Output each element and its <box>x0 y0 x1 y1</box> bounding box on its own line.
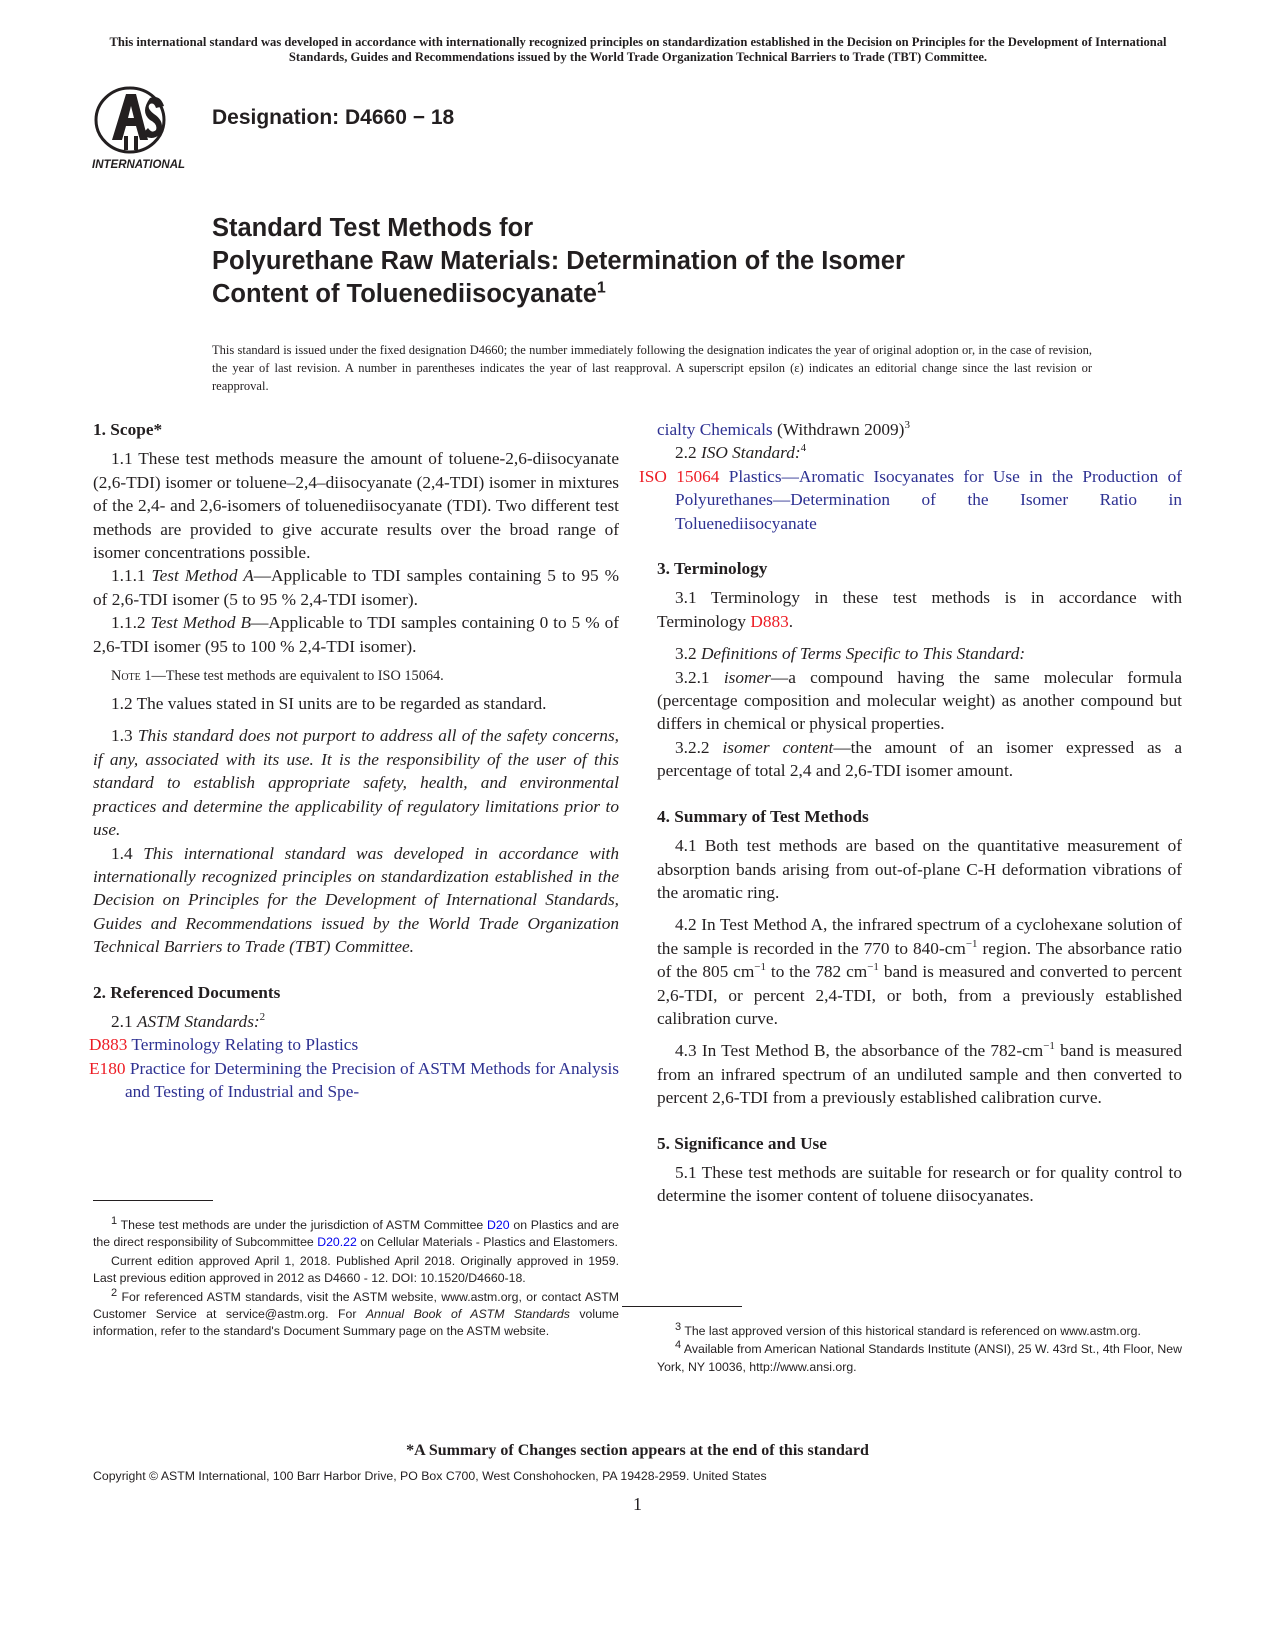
para-num: 2.2 <box>675 443 697 463</box>
definition: —the amount of an isomer expressed as a percentage of total 2,4 and 2,6-TDI isomer amount. <box>657 737 1182 781</box>
right-column <box>639 418 1182 1208</box>
ref-e180[interactable] <box>89 1057 619 1104</box>
footnote-4 <box>657 1341 1182 1376</box>
footnote-ref: 2 <box>259 1011 266 1024</box>
note-1 <box>111 666 619 686</box>
para-3-2-1 <box>657 666 1182 736</box>
footnote-text: For referenced ASTM standards, visit the ASTM website, www.astm.org, or contact ASTM Customer Service at service@astm.org. For <box>93 1289 619 1322</box>
superscript: −1 <box>1043 1040 1055 1053</box>
copyright: Copyright © ASTM International, 100 Barr Harbor Drive, PO Box C700, West Conshohocken, PA 19428-2959. United States <box>93 1469 767 1483</box>
ref-iso-15064[interactable] <box>639 465 1182 535</box>
section-4-heading: 4. Summary of Test Methods <box>657 806 869 826</box>
para-1-2: 1.2 The values stated in SI units are to be regarded as standard. <box>111 694 547 714</box>
superscript: −1 <box>867 961 879 974</box>
para-5-1: 5.1 These test methods are suitable for research or for quality control to determine the isomer content of toluene diisocyanates. <box>657 1162 1182 1206</box>
footnote-rule-right <box>622 1306 742 1307</box>
para-text: . <box>788 611 794 631</box>
footnote-number: 4 <box>675 1339 682 1352</box>
para-2-1 <box>93 1010 619 1033</box>
para-text: 4.3 In Test Method B, the absorbance of the 782-cm <box>675 1041 1044 1061</box>
footnote-1 <box>93 1214 619 1252</box>
para-num: 1.1.2 <box>111 613 146 633</box>
footnote-text: The last approved version of this historical standard is referenced on www.astm.org. <box>681 1324 1141 1338</box>
ref-d883[interactable] <box>89 1033 619 1056</box>
title-line-2: Polyurethane Raw Materials: Determination of the Isomer <box>212 247 905 275</box>
para-4-1: 4.1 Both test methods are based on the quantitative measurement of absorption bands arising from out-of-plane C-H deformation vibrations of the aromatic ring. <box>657 836 1182 902</box>
page-number: 1 <box>633 1494 642 1514</box>
d883-link[interactable]: D883 <box>750 611 789 631</box>
para-num: 3.2 <box>675 644 697 664</box>
footnote-number: 2 <box>111 1286 118 1299</box>
footnote-3 <box>657 1320 1182 1340</box>
para-text: Definitions of Terms Specific to This Standard: <box>700 644 1026 664</box>
ref-title-link[interactable]: Plastics—Aromatic Isocyanates for Use in the Production of Polyurethanes—Determination of the Isomer Ratio in Toluenediisocyanate <box>675 466 1182 533</box>
footnote-text: on Cellular Materials - Plastics and Elastomers. <box>356 1235 618 1250</box>
para-text: 3.1 Terminology in these test methods is in accordance with Terminology <box>657 588 1182 631</box>
title-line-1: Standard Test Methods for <box>212 214 534 242</box>
footnote-ref: 3 <box>904 419 910 432</box>
logo-text: INTERNATIONAL <box>92 159 186 171</box>
issued-note: This standard is issued under the fixed designation D4660; the number immediately following the designation indicates the year of original adoption or, in the case of revision, the year of last revision. A number in parentheses indicates the year of last reapproval. A superscript epsilon (ε) indicates an editorial change since the last revision or reapproval. <box>212 343 1092 393</box>
para-text: —Applicable to TDI samples containing 0 to 5 % of 2,6-TDI isomer (95 to 100 % 2,4-TDI isomer). <box>93 613 619 656</box>
superscript: −1 <box>965 937 978 950</box>
para-4-2 <box>657 913 1182 1030</box>
ref-title-link[interactable]: Terminology Relating to Plastics <box>131 1035 359 1055</box>
para-1-4 <box>93 842 619 959</box>
document-title <box>212 212 905 311</box>
footnote-text: Available from American National Standards Institute (ANSI), 25 W. 43rd St., 4th Floor, New York, NY 10036, http://www.ansi.org. <box>657 1342 1182 1374</box>
para-num: 3.2.1 <box>675 667 710 687</box>
para-1-1: 1.1 These test methods measure the amount of toluene-2,6-diisocyanate (2,6-TDI) isomer or toluene–2,4–diisocyanate (2,4-TDI) isomer in mixtures of the 2,4- and 2,6-isomers of toluenediisocyanate (TDI). Two different test methods are provided to give accurate results over the broad range of isomer concentrations possible. <box>93 449 619 563</box>
note-text: —These test methods are equivalent to ISO 15064. <box>151 668 444 685</box>
section-3-heading: 3. Terminology <box>657 559 768 579</box>
para-1-3 <box>93 724 619 841</box>
ref-title-link[interactable]: Practice for Determining the Precision of ASTM Methods for Analysis and Testing of Industrial and Spe- <box>125 1058 619 1102</box>
para-num: 1.4 <box>111 843 133 863</box>
para-num: 1.3 <box>111 726 133 746</box>
para-text: ASTM Standards: <box>136 1011 260 1031</box>
term: isomer content <box>722 737 834 757</box>
footnote-text: These test methods are under the jurisdiction of ASTM Committee <box>117 1218 488 1232</box>
para-1-1-1 <box>93 564 619 611</box>
ref-code-link[interactable]: E180 <box>89 1058 126 1078</box>
ref-code-link[interactable]: D883 <box>89 1035 128 1055</box>
para-text: band is measured from an infrared spectrum of an undiluted sample and then converted to percent 2,6-TDI from a previously established calibration curve. <box>657 1041 1182 1108</box>
para-text: region. The absorbance ratio of the 805 cm <box>657 938 1182 982</box>
test-method-b: Test Method B <box>150 613 252 633</box>
footnotes-left <box>93 1214 619 1342</box>
d20-22-link[interactable]: D20.22 <box>317 1235 357 1250</box>
title-footnote-mark: 1 <box>596 279 606 297</box>
footnote-number: 3 <box>675 1320 682 1333</box>
footnotes-right <box>657 1320 1182 1377</box>
para-num: 1.1.1 <box>111 566 146 586</box>
para-2-2 <box>657 441 1182 464</box>
para-num: 2.1 <box>111 1011 133 1031</box>
para-text: This international standard was developed in accordance with internationally recognized principles on standardization established in the Decision on Principles for the Development of International Standards, Guides and Recommendations issued by the World Trade Organization Technical Barriers to Trade (TBT) Committee. <box>93 843 619 957</box>
footnote-text: volume information, refer to the standard's Document Summary page on the ASTM website. <box>93 1307 619 1339</box>
astm-logo <box>90 84 198 174</box>
para-text: ISO Standard: <box>700 443 801 463</box>
summary-of-changes-note: *A Summary of Changes section appears at the end of this standard <box>406 1442 869 1459</box>
para-1-1-2 <box>93 611 619 658</box>
definition: —a compound having the same molecular formula (percentage composition and molecular weight) as another compound but differs in chemical or physical properties. <box>657 667 1182 734</box>
ref-e180-continued <box>657 418 1182 441</box>
para-text: This standard does not purport to address all of the safety concerns, if any, associated with its use. It is the responsibility of the user of this standard to establish appropriate safety, health, and environmental practices and determine the applicability of regulatory limitations prior to use. <box>93 726 619 840</box>
para-3-1 <box>657 586 1182 633</box>
para-4-3 <box>657 1039 1182 1109</box>
designation: Designation: D4660 − 18 <box>212 106 455 129</box>
footnote-ref: 4 <box>800 442 807 455</box>
note-label: Note 1 <box>111 668 152 685</box>
para-3-2 <box>657 642 1182 665</box>
trade-notice: This international standard was developed in accordance with internationally recognized principles on standardization established in the Decision on Principles for the Development of International Standards, Guides and Recommendations issued by the World Trade Organization Technical Barriers to Trade (TBT) Committee. <box>109 35 1167 64</box>
para-num: 3.2.2 <box>675 737 710 757</box>
left-column <box>89 418 619 1104</box>
section-5-heading: 5. Significance and Use <box>657 1133 827 1153</box>
footnote-text: Annual Book of ASTM Standards <box>365 1307 570 1322</box>
footnote-text: on Plastics and are the direct responsibility of Subcommittee <box>93 1218 619 1250</box>
ref-code-link[interactable]: ISO 15064 <box>639 466 720 486</box>
superscript: −1 <box>754 961 766 974</box>
astm-logo-icon <box>90 84 198 174</box>
para-text: band is measured and converted to percent 2,6-TDI, or percent 2,4-TDI, or both, from a previously established calibration curve. <box>657 962 1182 1028</box>
ref-title-link[interactable]: cialty Chemicals <box>657 420 773 439</box>
para-text: 4.2 In Test Method A, the infrared spectrum of a cyclohexane solution of the sample is recorded in the 770 to 840-cm <box>657 915 1182 958</box>
term: isomer <box>723 667 771 687</box>
section-1-heading: 1. Scope* <box>93 420 163 439</box>
para-text: to the 782 cm <box>765 962 868 982</box>
d20-link[interactable]: D20 <box>487 1218 510 1232</box>
footnote-rule-left <box>93 1200 213 1201</box>
footnote-1-edition: Current edition approved April 1, 2018. Published April 2018. Originally approved in 1959. Last previous edition approved in 2012 as D4660 - 12. DOI: 10.1520/D4660-18. <box>93 1253 619 1286</box>
footnote-number: 1 <box>111 1214 118 1227</box>
section-2-heading: 2. Referenced Documents <box>93 982 281 1002</box>
withdrawn-note: (Withdrawn 2009) <box>776 420 905 439</box>
para-text: —Applicable to TDI samples containing 5 to 95 % of 2,6-TDI isomer (5 to 95 % 2,4-TDI isomer). <box>93 566 619 609</box>
title-line-3: Content of Toluenediisocyanate <box>212 280 597 308</box>
footnote-2 <box>93 1286 619 1341</box>
test-method-a: Test Method A <box>151 566 254 586</box>
para-3-2-2 <box>657 736 1182 783</box>
